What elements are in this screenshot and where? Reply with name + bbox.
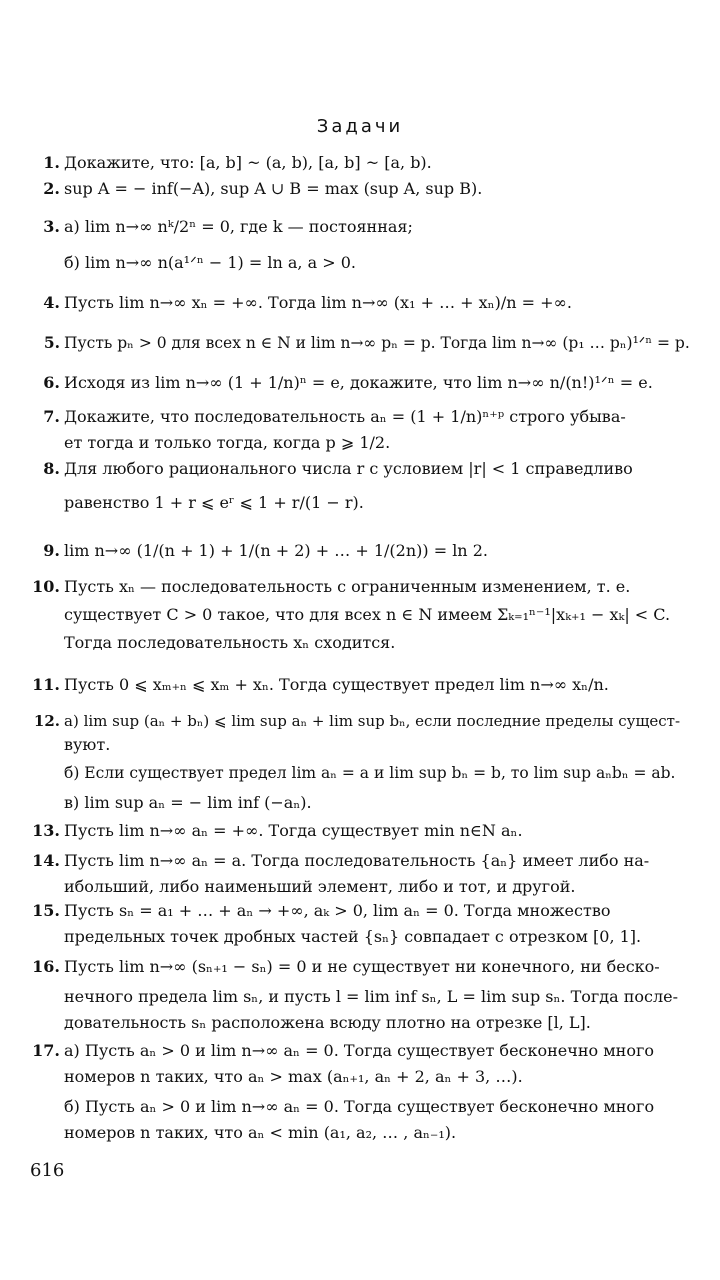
problem-line xyxy=(64,762,675,784)
problem-line xyxy=(43,406,626,428)
problem-text: Докажите, что: [a, b] ~ (a, b), [a, b] ~ [a, b). xyxy=(64,153,432,172)
problem-line xyxy=(64,734,110,756)
problem-line xyxy=(64,792,312,814)
problem-number: 1. xyxy=(43,153,60,172)
problem-text: lim n→∞ (1/(n + 1) + 1/(n + 2) + … + 1/(2n)) = ln 2. xyxy=(64,541,488,560)
problem-text: ет тогда и только тогда, когда p ⩾ 1/2. xyxy=(64,433,391,452)
problem-text: Пусть lim n→∞ aₙ = +∞. Тогда существует min n∈N aₙ. xyxy=(64,821,523,840)
problem-number: 5. xyxy=(43,333,60,352)
problem-text: б) Если существует предел lim aₙ = a и lim sup bₙ = b, то lim sup aₙbₙ = ab. xyxy=(64,764,676,782)
problem-number: 4. xyxy=(43,293,60,312)
problem-text: б) lim n→∞ n(a¹ᐟⁿ − 1) = ln a, a > 0. xyxy=(64,253,356,272)
problem-line xyxy=(43,458,633,480)
problem-line xyxy=(43,216,413,238)
problem-text: существует C > 0 такое, что для всех n ∈ N имеем Σₖ₌₁ⁿ⁻¹|xₖ₊₁ − xₖ| < C. xyxy=(64,605,671,624)
problem-number: 15. xyxy=(32,901,60,920)
problem-text: а) lim sup (aₙ + bₙ) ⩽ lim sup aₙ + lim sup bₙ, если последние пределы сущест- xyxy=(64,712,681,730)
problem-line xyxy=(64,432,390,454)
problem-number: 3. xyxy=(43,217,60,236)
problem-line xyxy=(43,292,572,314)
problem-text: б) Пусть aₙ > 0 и lim n→∞ aₙ = 0. Тогда существует бесконечно много xyxy=(64,1097,655,1116)
problem-number: 11. xyxy=(32,675,60,694)
problem-text: ибольший, либо наименьший элемент, либо и тот, и другой. xyxy=(64,877,576,896)
problem-number: 8. xyxy=(43,459,60,478)
problem-number: 13. xyxy=(32,821,60,840)
problem-number: 6. xyxy=(43,373,60,392)
problem-line xyxy=(64,252,356,274)
problem-line xyxy=(32,674,609,696)
problem-text: вуют. xyxy=(64,735,111,754)
problem-text: а) Пусть aₙ > 0 и lim n→∞ aₙ = 0. Тогда существует бесконечно много xyxy=(64,1041,654,1060)
problem-text: Пусть pₙ > 0 для всех n ∈ N и lim n→∞ pₙ = p. Тогда lim n→∞ (p₁ … pₙ)¹ᐟⁿ = p. xyxy=(64,334,690,352)
problem-text: Пусть xₙ — последовательность с ограниченным изменением, т. е. xyxy=(64,577,631,596)
problem-text: а) lim n→∞ nᵏ/2ⁿ = 0, где k — постоянная; xyxy=(64,217,413,236)
problem-text: Докажите, что последовательность aₙ = (1 + 1/n)ⁿ⁺ᵖ строго убыва- xyxy=(64,407,626,426)
problem-text: номеров n таких, что aₙ < min (a₁, a₂, … , aₙ₋₁). xyxy=(64,1123,457,1142)
section-heading: Задачи xyxy=(316,116,404,137)
problem-line xyxy=(64,604,670,626)
problem-line xyxy=(64,1012,591,1034)
problem-text: номеров n таких, что aₙ > max (aₙ₊₁, aₙ + 2, aₙ + 3, …). xyxy=(64,1067,523,1086)
problem-number: 7. xyxy=(43,407,60,426)
problem-line xyxy=(32,900,611,922)
problem-text: Тогда последовательность xₙ сходится. xyxy=(64,633,396,652)
problem-text: нечного предела lim sₙ, и пусть l = lim inf sₙ, L = lim sup sₙ. Тогда после- xyxy=(64,987,679,1006)
problem-text: Пусть lim n→∞ (sₙ₊₁ − sₙ) = 0 и не существует ни конечного, ни беско- xyxy=(64,957,660,976)
problem-text: Пусть 0 ⩽ xₘ₊ₙ ⩽ xₘ + xₙ. Тогда существует предел lim n→∞ xₙ/n. xyxy=(64,675,609,694)
problem-text: Для любого рационального числа r с условием |r| < 1 справедливо xyxy=(64,459,633,478)
problem-number: 9. xyxy=(43,541,60,560)
problem-text: Пусть lim n→∞ xₙ = +∞. Тогда lim n→∞ (x₁ + … + xₙ)/n = +∞. xyxy=(64,293,572,312)
problem-text: Пусть sₙ = a₁ + … + aₙ → +∞, aₖ > 0, lim aₙ = 0. Тогда множество xyxy=(64,901,611,920)
problem-line xyxy=(64,1066,523,1088)
problem-line xyxy=(33,710,681,732)
problem-line xyxy=(32,1040,654,1062)
problem-line xyxy=(32,820,523,842)
problem-line xyxy=(64,632,395,654)
problem-line xyxy=(32,576,631,598)
problem-number: 17. xyxy=(32,1041,60,1060)
problem-text: sup A = − inf(−A), sup A ∪ B = max (sup A, sup B). xyxy=(64,179,483,198)
problem-line xyxy=(64,492,364,514)
problem-line xyxy=(64,1122,456,1144)
problem-text: довательность sₙ расположена всюду плотно на отрезке [l, L]. xyxy=(64,1013,591,1032)
problem-text: предельных точек дробных частей {sₙ} совпадает с отрезком [0, 1]. xyxy=(64,927,642,946)
problem-line xyxy=(43,332,690,354)
problem-line xyxy=(32,956,660,978)
problem-line xyxy=(43,152,432,174)
problem-text: равенство 1 + r ⩽ eʳ ⩽ 1 + r/(1 − r). xyxy=(64,493,364,512)
problem-line xyxy=(64,986,678,1008)
problem-number: 10. xyxy=(32,577,60,596)
page-number: 616 xyxy=(30,1160,65,1181)
problem-line xyxy=(43,540,488,562)
problem-line xyxy=(64,1096,654,1118)
problem-number: 16. xyxy=(32,957,60,976)
problem-number: 12. xyxy=(33,712,60,730)
problem-line xyxy=(64,876,575,898)
problem-line xyxy=(64,926,641,948)
problem-text: Пусть lim n→∞ aₙ = a. Тогда последовательность {aₙ} имеет либо на- xyxy=(64,851,650,870)
problem-line xyxy=(32,850,650,872)
problem-text: Исходя из lim n→∞ (1 + 1/n)ⁿ = e, докажите, что lim n→∞ n/(n!)¹ᐟⁿ = e. xyxy=(64,373,653,392)
problem-number: 2. xyxy=(43,179,60,198)
problem-text: в) lim sup aₙ = − lim inf (−aₙ). xyxy=(64,793,312,812)
problem-line xyxy=(43,178,483,200)
problem-number: 14. xyxy=(32,851,60,870)
problem-line xyxy=(43,372,653,394)
